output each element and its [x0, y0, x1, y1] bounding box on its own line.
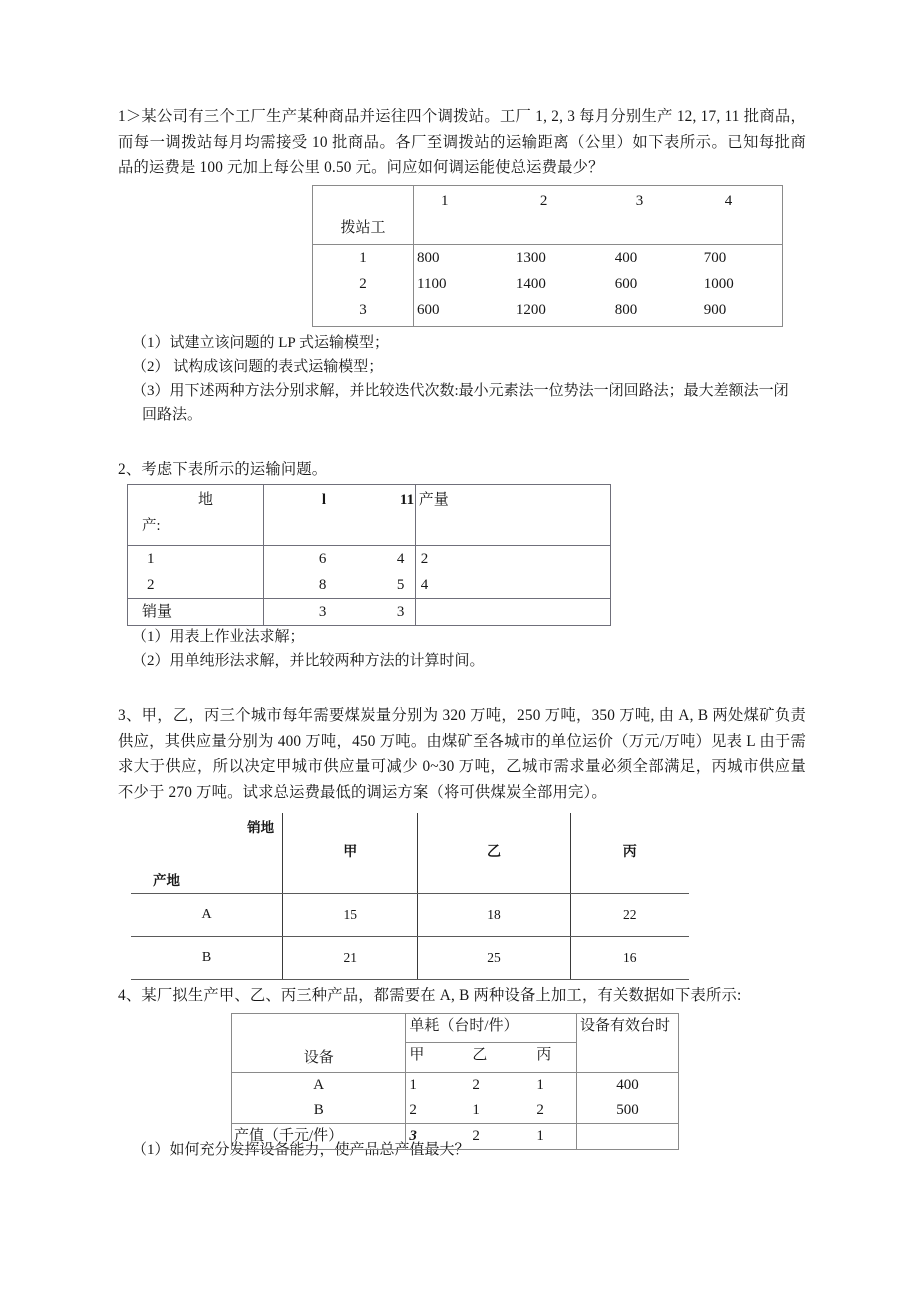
problem-4-statement: 4、某厂拟生产甲、乙、丙三种产品，都需要在 A, B 两种设备上加工，有关数据如下表所示: [118, 987, 742, 1004]
table-cell: 18 [418, 894, 570, 937]
table-cell: 3 [409, 1127, 417, 1144]
table-header-row [313, 185, 783, 244]
column-header-3: 3 [612, 185, 701, 244]
problem-2-statement: 2、考虑下表所示的运输问题。 [118, 460, 328, 478]
problem-1-subitem-3: （3）用下述两种方法分别求解，并比较迭代次数:最小元素法一位势法一闭回路法；最大差额法一闭回路法。 [132, 382, 789, 423]
row-label: 1 [313, 244, 414, 271]
table-cell: 6 [318, 551, 327, 567]
corner-top-label: 销地 [247, 820, 275, 835]
table-cell: 1200 [515, 301, 546, 318]
column-header-1: 甲 [283, 813, 418, 894]
row-label: A [232, 1072, 406, 1098]
table-row [131, 894, 689, 937]
row-label: B [232, 1098, 406, 1124]
column-header-group [263, 485, 415, 546]
table-cell: 21 [283, 937, 418, 980]
column-header-output: 产量 [418, 492, 449, 508]
table-cell: 400 [614, 249, 638, 266]
problem-1-statement: 1＞某公司有三个工厂生产某种商品并运往四个调拨站。工厂 1, 2, 3 每月分别生产 12, 17, 11 批商品，而每一调拨站每月均需接受 10 批商品。各厂至调拨站的运输距离（公里）如下表所示。已知每批商品的运费是 100 元加上每公里 0.50 元。问应如何调运能使总运费最少？ [118, 108, 806, 176]
table-corner-label: 设备 [232, 1013, 406, 1072]
row-label: B [131, 937, 283, 980]
table-cell-capacity: 500 [616, 1101, 639, 1118]
problem-2-subitem-2: （2）用单纯形法求解，并比较两种方法的计算时间。 [132, 653, 485, 669]
group-header-capacity: 设备有效台时 [576, 1013, 678, 1072]
row-label: 1 [128, 546, 264, 573]
table-row [313, 297, 783, 327]
problem-1-subitem-2: （2） 试构成该问题的表式运输模型； [132, 358, 384, 375]
table-cell: 2 [472, 1127, 480, 1144]
table-cell: 15 [283, 894, 418, 937]
table-cell: 16 [570, 937, 689, 980]
problem-3-table-area [118, 813, 808, 983]
table-cell: 1100 [417, 275, 447, 292]
transport-table [127, 484, 611, 626]
table-cell: 600 [417, 301, 440, 318]
subheader-group [406, 1042, 577, 1072]
table-cell: 900 [703, 301, 727, 318]
table-row [313, 271, 783, 297]
problem-4-subitem-1: （1）如何充分发挥设备能力，使产品总产值最大？ [132, 1141, 470, 1158]
problem-1-table-area [118, 185, 808, 322]
table-cell: 2 [472, 1076, 480, 1093]
table-cell: 1 [536, 1127, 544, 1144]
document-content [118, 104, 808, 1162]
subcolumn-header-2: 乙 [472, 1046, 488, 1063]
table-header-row [128, 485, 611, 546]
table-row [232, 1098, 679, 1124]
coal-price-table-wrapper [131, 813, 689, 980]
table-cell: 2 [409, 1101, 417, 1118]
table-cell: 8 [318, 577, 327, 593]
table-cell-group [263, 572, 415, 599]
problem-2-table-area [118, 484, 808, 625]
problem-2-subitem-1: （1）用表上作业法求解； [132, 629, 305, 645]
table-cell: 1 [409, 1076, 417, 1093]
column-header-3: 丙 [570, 813, 689, 894]
table-cell-capacity [576, 1123, 678, 1149]
table-cell: 1300 [515, 249, 546, 266]
table-cell-output: 2 [415, 546, 610, 573]
table-cell: 800 [417, 249, 440, 266]
table-cell: 3 [396, 604, 405, 620]
transport-table-wrapper [127, 484, 611, 626]
table-cell-group [406, 1072, 577, 1098]
distance-table-wrapper [312, 185, 783, 327]
corner-bottom-label: 产: [142, 518, 161, 534]
table-footer-row [232, 1123, 679, 1149]
problem-1-subitem-1: （1）试建立该问题的 LP 式运输模型； [132, 334, 389, 351]
column-header-2: 2 [513, 185, 612, 244]
column-header-2: 乙 [418, 813, 570, 894]
table-cell-capacity: 400 [616, 1076, 639, 1093]
row-label-output-value: 产值（千元/件） [232, 1123, 406, 1149]
table-cell: 600 [614, 275, 638, 292]
coal-price-table [131, 813, 689, 980]
table-row [131, 937, 689, 980]
table-corner-label [131, 813, 283, 894]
table-corner-label: 拨站工 [313, 185, 414, 244]
table-cell: 1 [536, 1076, 544, 1093]
table-corner-label [128, 485, 264, 546]
table-cell: 22 [570, 894, 689, 937]
table-row [128, 546, 611, 573]
column-header-1: l [321, 492, 327, 508]
column-header-1: 1 [414, 185, 513, 244]
table-cell: 1 [472, 1101, 480, 1118]
table-cell-output: 4 [420, 577, 429, 593]
row-label: 3 [313, 297, 414, 327]
table-cell-group [406, 1098, 577, 1124]
table-cell-group [263, 546, 415, 573]
subcolumn-header-3: 丙 [536, 1046, 552, 1063]
row-label-sales: 销量 [128, 599, 264, 626]
subcolumn-header-1: 甲 [409, 1046, 425, 1063]
table-header-row [232, 1013, 679, 1042]
equipment-table [231, 1013, 679, 1150]
table-cell: 5 [396, 577, 405, 593]
table-footer-row [128, 599, 611, 626]
problem-4-table-area [118, 1013, 808, 1144]
group-header-consumption: 单耗（台时/件） [406, 1013, 577, 1042]
equipment-table-wrapper [231, 1013, 679, 1150]
table-cell-group [406, 1123, 577, 1149]
distance-table [312, 185, 783, 327]
table-row [313, 244, 783, 271]
row-label: 2 [128, 572, 264, 599]
table-header-row [131, 813, 689, 894]
table-cell: 4 [396, 551, 405, 567]
table-cell: 1000 [703, 275, 734, 292]
table-row [232, 1072, 679, 1098]
corner-bottom-label: 产地 [153, 873, 180, 888]
table-cell: 2 [536, 1101, 544, 1118]
table-row [128, 572, 611, 599]
table-cell: 1400 [515, 275, 546, 292]
table-cell: 800 [614, 301, 638, 318]
table-cell-output [415, 599, 610, 626]
column-header-2: 11 [399, 492, 415, 508]
column-header-4: 4 [701, 185, 783, 244]
table-cell-group [263, 599, 415, 626]
row-label: 2 [313, 271, 414, 297]
table-cell: 25 [418, 937, 570, 980]
table-cell: 3 [318, 604, 327, 620]
table-cell: 700 [703, 249, 727, 266]
problem-3-statement: 3、甲，乙，丙三个城市每年需要煤炭量分别为 320 万吨，250 万吨，350 万吨, 由 A, B 两处煤矿负责供应，其供应量分别为 400 万吨，450 万吨。由煤矿至各城市的单位运价（万元/万吨）见表 L 由于需求大于供应，所以决定甲城市供应量可减少 0~30 万吨，乙城市需求量必须全部满足，丙城市供应量不少于 270 万吨。试求总运费最低的调运方案（将可供煤炭全部用完）。 [118, 707, 806, 801]
corner-top-label: 地 [197, 492, 213, 508]
row-label: A [131, 894, 283, 937]
